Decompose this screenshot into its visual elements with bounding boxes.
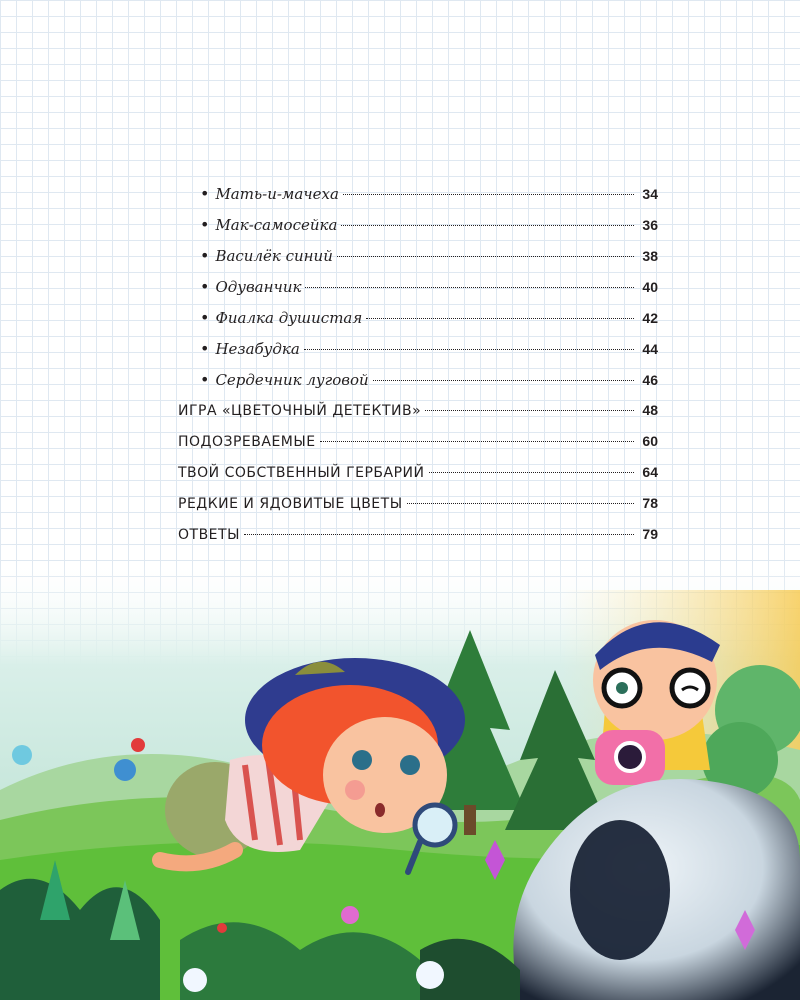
dot-leader bbox=[244, 534, 634, 535]
toc-entry-title: Мак-самосейка bbox=[215, 216, 338, 234]
dot-leader bbox=[320, 441, 634, 442]
toc-entry-page: 79 bbox=[642, 526, 658, 542]
children-exploring-meadow-illustration bbox=[0, 560, 800, 1000]
toc-entry[interactable] bbox=[178, 457, 658, 488]
toc-entry-title: Мать-и-мачеха bbox=[215, 185, 339, 203]
toc-entry-page: 46 bbox=[642, 372, 658, 388]
toc-entry[interactable] bbox=[178, 302, 658, 333]
toc-entry-title: Одуванчик bbox=[215, 278, 302, 296]
toc-entry-page: 44 bbox=[642, 341, 658, 357]
toc-entry-page: 40 bbox=[642, 279, 658, 295]
dot-leader bbox=[373, 380, 634, 381]
toc-entry-title: Василёк синий bbox=[215, 247, 333, 265]
bullet: • bbox=[200, 339, 210, 358]
toc-entry-page: 36 bbox=[642, 217, 658, 233]
toc-entry[interactable] bbox=[178, 240, 658, 271]
toc-entry-title: ТВОЙ СОБСТВЕННЫЙ ГЕРБАРИЙ bbox=[178, 465, 425, 481]
table-of-contents bbox=[178, 178, 658, 550]
toc-entry-page: 34 bbox=[642, 186, 658, 202]
toc-entry[interactable] bbox=[178, 395, 658, 426]
bullet: • bbox=[200, 246, 210, 265]
toc-entry-page: 78 bbox=[642, 495, 658, 511]
toc-entry-page: 42 bbox=[642, 310, 658, 326]
bullet: • bbox=[200, 370, 210, 389]
toc-entry-title: ОТВЕТЫ bbox=[178, 527, 240, 543]
bullet: • bbox=[200, 277, 210, 296]
dot-leader bbox=[407, 503, 634, 504]
toc-entry-title: РЕДКИЕ И ЯДОВИТЫЕ ЦВЕТЫ bbox=[178, 496, 403, 512]
toc-entry[interactable] bbox=[178, 178, 658, 209]
dot-leader bbox=[304, 349, 634, 350]
bullet: • bbox=[200, 184, 210, 203]
toc-entry[interactable] bbox=[178, 271, 658, 302]
toc-entry-title: ПОДОЗРЕВАЕМЫЕ bbox=[178, 434, 316, 450]
toc-entry-page: 60 bbox=[642, 433, 658, 449]
dot-leader bbox=[305, 287, 634, 288]
boy-with-camera bbox=[593, 620, 720, 785]
bullet: • bbox=[200, 215, 210, 234]
toc-entry-page: 64 bbox=[642, 464, 658, 480]
toc-entry[interactable] bbox=[178, 333, 658, 364]
dot-leader bbox=[429, 472, 634, 473]
toc-entry-title: Незабудка bbox=[215, 340, 300, 358]
toc-entry-title: Сердечник луговой bbox=[215, 371, 369, 389]
toc-entry[interactable] bbox=[178, 364, 658, 395]
dot-leader bbox=[341, 225, 634, 226]
dot-leader bbox=[337, 256, 634, 257]
toc-entry[interactable] bbox=[178, 519, 658, 550]
toc-entry-title: ИГРА «ЦВЕТОЧНЫЙ ДЕТЕКТИВ» bbox=[178, 403, 422, 419]
dot-leader bbox=[366, 318, 634, 319]
toc-entry-page: 38 bbox=[642, 248, 658, 264]
toc-entry[interactable] bbox=[178, 426, 658, 457]
toc-entry-title: Фиалка душистая bbox=[215, 309, 363, 327]
toc-entry[interactable] bbox=[178, 488, 658, 519]
toc-entry[interactable] bbox=[178, 209, 658, 240]
bullet: • bbox=[200, 308, 210, 327]
toc-entry-page: 48 bbox=[642, 402, 658, 418]
dot-leader bbox=[343, 194, 634, 195]
dot-leader bbox=[425, 410, 634, 411]
